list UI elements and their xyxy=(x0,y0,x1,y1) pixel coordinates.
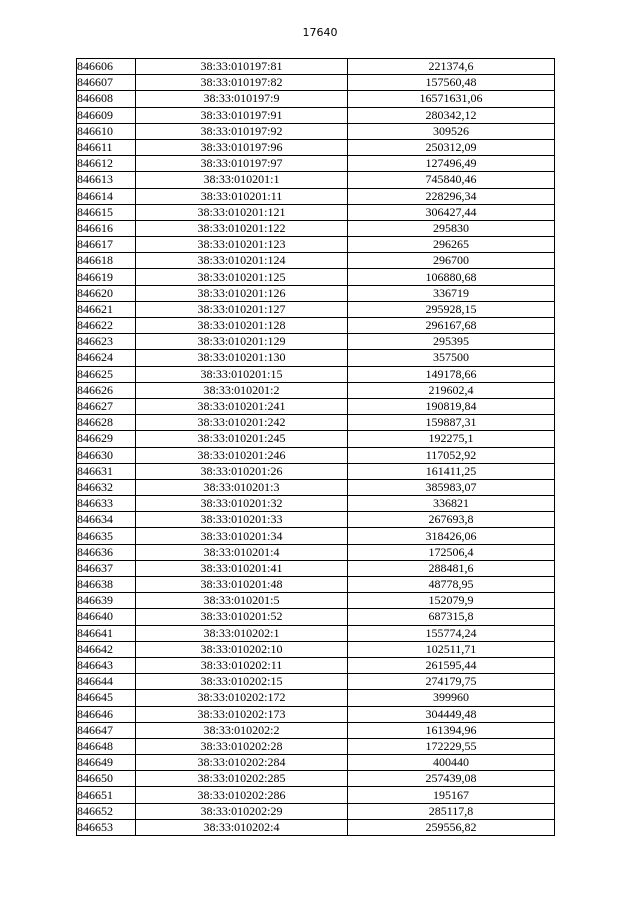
row-number-cell: 846620 xyxy=(77,285,136,301)
value-cell: 102511,71 xyxy=(348,641,555,657)
row-number-cell: 846630 xyxy=(77,447,136,463)
value-cell: 274179,75 xyxy=(348,674,555,690)
cadastral-number-cell: 38:33:010201:1 xyxy=(136,172,348,188)
value-cell: 280342,12 xyxy=(348,107,555,123)
row-number-cell: 846643 xyxy=(77,657,136,673)
value-cell: 250312,09 xyxy=(348,139,555,155)
cadastral-number-cell: 38:33:010201:2 xyxy=(136,382,348,398)
value-cell: 155774,24 xyxy=(348,625,555,641)
cadastral-number-cell: 38:33:010201:125 xyxy=(136,269,348,285)
row-number-cell: 846635 xyxy=(77,528,136,544)
cadastral-number-cell: 38:33:010201:52 xyxy=(136,609,348,625)
cadastral-number-cell: 38:33:010202:4 xyxy=(136,819,348,835)
cadastral-number-cell: 38:33:010201:122 xyxy=(136,220,348,236)
value-cell: 309526 xyxy=(348,123,555,139)
table-row xyxy=(77,609,555,625)
value-cell: 400440 xyxy=(348,755,555,771)
row-number-cell: 846628 xyxy=(77,415,136,431)
cadastral-number-cell: 38:33:010202:15 xyxy=(136,674,348,690)
row-number-cell: 846629 xyxy=(77,431,136,447)
value-cell: 687315,8 xyxy=(348,609,555,625)
row-number-cell: 846636 xyxy=(77,544,136,560)
table-row xyxy=(77,544,555,560)
value-cell: 172506,4 xyxy=(348,544,555,560)
row-number-cell: 846623 xyxy=(77,334,136,350)
row-number-cell: 846608 xyxy=(77,91,136,107)
table-row xyxy=(77,577,555,593)
registry-table-body xyxy=(77,59,555,836)
row-number-cell: 846638 xyxy=(77,577,136,593)
table-row xyxy=(77,560,555,576)
value-cell: 306427,44 xyxy=(348,204,555,220)
cadastral-number-cell: 38:33:010201:41 xyxy=(136,560,348,576)
value-cell: 127496,49 xyxy=(348,156,555,172)
table-row xyxy=(77,657,555,673)
cadastral-number-cell: 38:33:010197:9 xyxy=(136,91,348,107)
row-number-cell: 846637 xyxy=(77,560,136,576)
table-row xyxy=(77,156,555,172)
table-row xyxy=(77,787,555,803)
cadastral-number-cell: 38:33:010202:10 xyxy=(136,641,348,657)
table-row xyxy=(77,803,555,819)
value-cell: 161394,96 xyxy=(348,722,555,738)
table-row xyxy=(77,285,555,301)
cadastral-number-cell: 38:33:010201:126 xyxy=(136,285,348,301)
cadastral-number-cell: 38:33:010201:242 xyxy=(136,415,348,431)
cadastral-number-cell: 38:33:010201:5 xyxy=(136,593,348,609)
row-number-cell: 846616 xyxy=(77,220,136,236)
row-number-cell: 846649 xyxy=(77,755,136,771)
row-number-cell: 846626 xyxy=(77,382,136,398)
row-number-cell: 846651 xyxy=(77,787,136,803)
cadastral-number-cell: 38:33:010201:128 xyxy=(136,318,348,334)
cadastral-number-cell: 38:33:010201:241 xyxy=(136,398,348,414)
table-row xyxy=(77,447,555,463)
value-cell: 399960 xyxy=(348,690,555,706)
row-number-cell: 846653 xyxy=(77,819,136,835)
row-number-cell: 846617 xyxy=(77,237,136,253)
value-cell: 195167 xyxy=(348,787,555,803)
value-cell: 159887,31 xyxy=(348,415,555,431)
value-cell: 48778,95 xyxy=(348,577,555,593)
table-row xyxy=(77,819,555,835)
table-row xyxy=(77,479,555,495)
row-number-cell: 846642 xyxy=(77,641,136,657)
cadastral-number-cell: 38:33:010197:81 xyxy=(136,59,348,75)
table-row xyxy=(77,139,555,155)
table-row xyxy=(77,755,555,771)
table-row xyxy=(77,512,555,528)
value-cell: 745840,46 xyxy=(348,172,555,188)
table-row xyxy=(77,382,555,398)
table-row xyxy=(77,237,555,253)
value-cell: 336719 xyxy=(348,285,555,301)
value-cell: 295395 xyxy=(348,334,555,350)
table-row xyxy=(77,75,555,91)
cadastral-number-cell: 38:33:010201:245 xyxy=(136,431,348,447)
value-cell: 385983,07 xyxy=(348,479,555,495)
cadastral-number-cell: 38:33:010202:172 xyxy=(136,690,348,706)
table-row xyxy=(77,625,555,641)
row-number-cell: 846632 xyxy=(77,479,136,495)
row-number-cell: 846639 xyxy=(77,593,136,609)
cadastral-number-cell: 38:33:010201:123 xyxy=(136,237,348,253)
table-row xyxy=(77,59,555,75)
row-number-cell: 846641 xyxy=(77,625,136,641)
table-row xyxy=(77,431,555,447)
cadastral-number-cell: 38:33:010202:2 xyxy=(136,722,348,738)
table-row xyxy=(77,188,555,204)
row-number-cell: 846615 xyxy=(77,204,136,220)
row-number-cell: 846652 xyxy=(77,803,136,819)
row-number-cell: 846619 xyxy=(77,269,136,285)
value-cell: 219602,4 xyxy=(348,382,555,398)
value-cell: 192275,1 xyxy=(348,431,555,447)
value-cell: 161411,25 xyxy=(348,463,555,479)
cadastral-number-cell: 38:33:010197:97 xyxy=(136,156,348,172)
table-row xyxy=(77,366,555,382)
table-row xyxy=(77,738,555,754)
cadastral-number-cell: 38:33:010201:130 xyxy=(136,350,348,366)
value-cell: 157560,48 xyxy=(348,75,555,91)
cadastral-number-cell: 38:33:010202:11 xyxy=(136,657,348,673)
value-cell: 296265 xyxy=(348,237,555,253)
row-number-cell: 846631 xyxy=(77,463,136,479)
table-row xyxy=(77,334,555,350)
table-row xyxy=(77,253,555,269)
cadastral-number-cell: 38:33:010201:129 xyxy=(136,334,348,350)
cadastral-number-cell: 38:33:010202:1 xyxy=(136,625,348,641)
table-row xyxy=(77,722,555,738)
cadastral-number-cell: 38:33:010197:96 xyxy=(136,139,348,155)
row-number-cell: 846650 xyxy=(77,771,136,787)
row-number-cell: 846618 xyxy=(77,253,136,269)
cadastral-number-cell: 38:33:010201:33 xyxy=(136,512,348,528)
cadastral-number-cell: 38:33:010202:28 xyxy=(136,738,348,754)
row-number-cell: 846607 xyxy=(77,75,136,91)
value-cell: 259556,82 xyxy=(348,819,555,835)
row-number-cell: 846610 xyxy=(77,123,136,139)
table-row xyxy=(77,496,555,512)
cadastral-number-cell: 38:33:010201:11 xyxy=(136,188,348,204)
row-number-cell: 846612 xyxy=(77,156,136,172)
row-number-cell: 846614 xyxy=(77,188,136,204)
value-cell: 172229,55 xyxy=(348,738,555,754)
cadastral-number-cell: 38:33:010202:284 xyxy=(136,755,348,771)
value-cell: 106880,68 xyxy=(348,269,555,285)
table-row xyxy=(77,123,555,139)
cadastral-number-cell: 38:33:010201:26 xyxy=(136,463,348,479)
cadastral-number-cell: 38:33:010202:286 xyxy=(136,787,348,803)
table-row xyxy=(77,172,555,188)
row-number-cell: 846646 xyxy=(77,706,136,722)
value-cell: 318426,06 xyxy=(348,528,555,544)
cadastral-number-cell: 38:33:010201:246 xyxy=(136,447,348,463)
table-row xyxy=(77,301,555,317)
row-number-cell: 846622 xyxy=(77,318,136,334)
cadastral-number-cell: 38:33:010202:29 xyxy=(136,803,348,819)
value-cell: 257439,08 xyxy=(348,771,555,787)
table-row xyxy=(77,528,555,544)
cadastral-number-cell: 38:33:010202:173 xyxy=(136,706,348,722)
cadastral-number-cell: 38:33:010202:285 xyxy=(136,771,348,787)
row-number-cell: 846606 xyxy=(77,59,136,75)
row-number-cell: 846634 xyxy=(77,512,136,528)
table-row xyxy=(77,674,555,690)
table-row xyxy=(77,463,555,479)
table-row xyxy=(77,204,555,220)
cadastral-number-cell: 38:33:010201:15 xyxy=(136,366,348,382)
row-number-cell: 846611 xyxy=(77,139,136,155)
table-row xyxy=(77,220,555,236)
table-row xyxy=(77,318,555,334)
value-cell: 336821 xyxy=(348,496,555,512)
row-number-cell: 846627 xyxy=(77,398,136,414)
value-cell: 190819,84 xyxy=(348,398,555,414)
cadastral-number-cell: 38:33:010201:124 xyxy=(136,253,348,269)
table-row xyxy=(77,415,555,431)
value-cell: 228296,34 xyxy=(348,188,555,204)
row-number-cell: 846609 xyxy=(77,107,136,123)
table-row xyxy=(77,641,555,657)
table-row xyxy=(77,269,555,285)
value-cell: 357500 xyxy=(348,350,555,366)
cadastral-number-cell: 38:33:010201:4 xyxy=(136,544,348,560)
cadastral-number-cell: 38:33:010201:48 xyxy=(136,577,348,593)
row-number-cell: 846621 xyxy=(77,301,136,317)
value-cell: 295830 xyxy=(348,220,555,236)
row-number-cell: 846644 xyxy=(77,674,136,690)
cadastral-number-cell: 38:33:010197:82 xyxy=(136,75,348,91)
table-row xyxy=(77,350,555,366)
value-cell: 304449,48 xyxy=(348,706,555,722)
value-cell: 267693,8 xyxy=(348,512,555,528)
table-row xyxy=(77,706,555,722)
table-row xyxy=(77,91,555,107)
value-cell: 288481,6 xyxy=(348,560,555,576)
page-number: 17640 xyxy=(302,26,338,39)
row-number-cell: 846633 xyxy=(77,496,136,512)
row-number-cell: 846613 xyxy=(77,172,136,188)
cadastral-number-cell: 38:33:010201:34 xyxy=(136,528,348,544)
value-cell: 152079,9 xyxy=(348,593,555,609)
value-cell: 295928,15 xyxy=(348,301,555,317)
value-cell: 296167,68 xyxy=(348,318,555,334)
table-row xyxy=(77,398,555,414)
registry-table xyxy=(76,58,555,836)
value-cell: 149178,66 xyxy=(348,366,555,382)
row-number-cell: 846624 xyxy=(77,350,136,366)
cadastral-number-cell: 38:33:010197:91 xyxy=(136,107,348,123)
table-row xyxy=(77,107,555,123)
row-number-cell: 846625 xyxy=(77,366,136,382)
value-cell: 117052,92 xyxy=(348,447,555,463)
value-cell: 16571631,06 xyxy=(348,91,555,107)
cadastral-number-cell: 38:33:010201:3 xyxy=(136,479,348,495)
table-row xyxy=(77,593,555,609)
row-number-cell: 846640 xyxy=(77,609,136,625)
value-cell: 221374,6 xyxy=(348,59,555,75)
table-row xyxy=(77,690,555,706)
cadastral-number-cell: 38:33:010197:92 xyxy=(136,123,348,139)
cadastral-number-cell: 38:33:010201:32 xyxy=(136,496,348,512)
row-number-cell: 846647 xyxy=(77,722,136,738)
value-cell: 261595,44 xyxy=(348,657,555,673)
table-row xyxy=(77,771,555,787)
cadastral-number-cell: 38:33:010201:127 xyxy=(136,301,348,317)
cadastral-number-cell: 38:33:010201:121 xyxy=(136,204,348,220)
row-number-cell: 846648 xyxy=(77,738,136,754)
row-number-cell: 846645 xyxy=(77,690,136,706)
value-cell: 285117,8 xyxy=(348,803,555,819)
value-cell: 296700 xyxy=(348,253,555,269)
